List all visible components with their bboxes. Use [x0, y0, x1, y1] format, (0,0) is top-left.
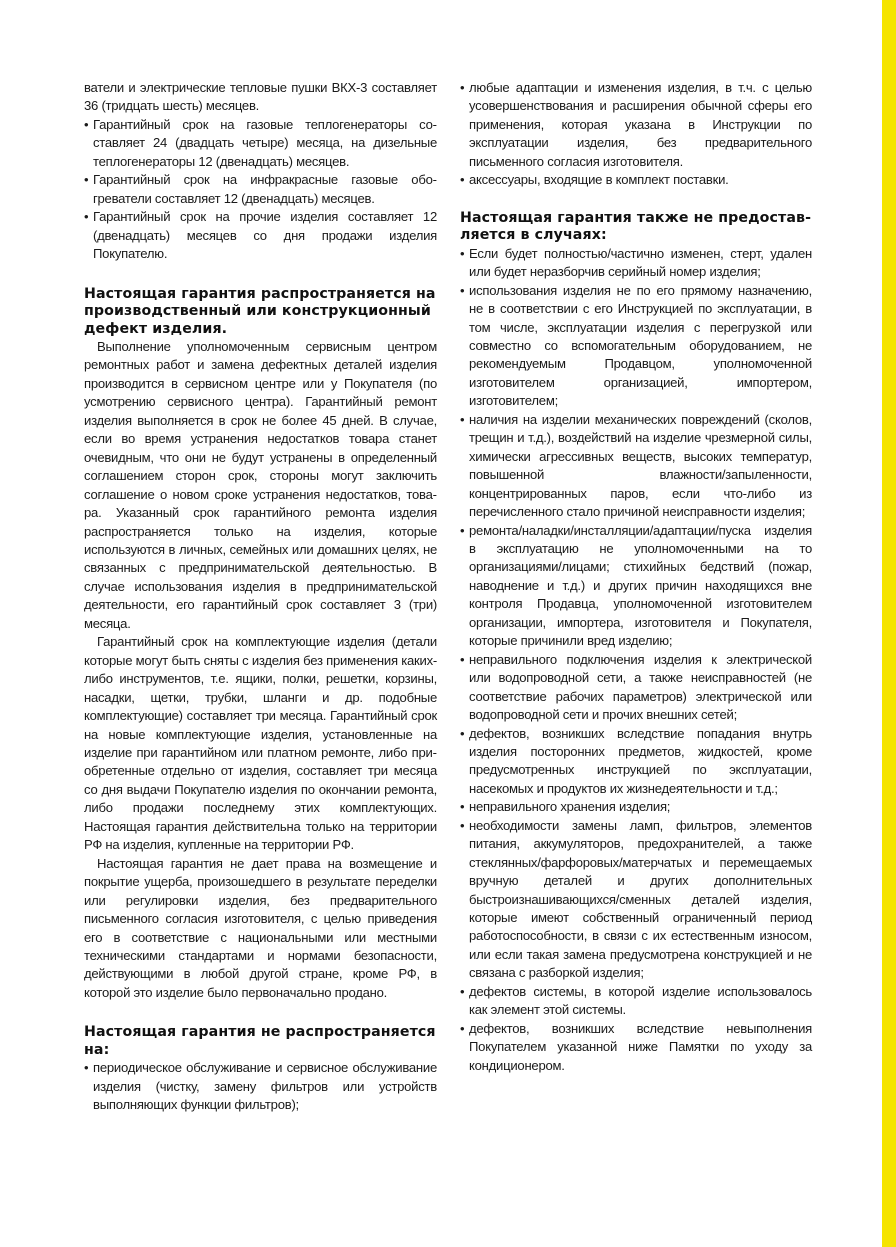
section-heading-exclusions: Настоящая гарантия не распространяется на:: [84, 1024, 436, 1058]
bullet-icon: •: [460, 817, 465, 833]
list-item: • Гарантийный срок на прочие изделия составляет 12 (двенадцать) месяцев со дня продажи изделия Покупателю.: [84, 209, 437, 262]
bullet-icon: •: [460, 282, 465, 298]
bullet-icon: •: [460, 725, 465, 741]
bullet-icon: •: [460, 522, 465, 538]
intro-continuation: ватели и электрические тепловые пушки ВКХ-3 составляет 36 (тридцать шесть) месяцев.: [84, 80, 437, 114]
bullet-icon: •: [84, 172, 89, 188]
not-provided-bullet-list: [460, 245, 812, 1075]
bullet-icon: •: [460, 245, 465, 261]
list-item: • Гарантийный срок на газовые теплогенераторы составляет 24 (двадцать четыре) месяца, на дизельные теплогенераторы 12 (двенадцать) месяцев.: [84, 116, 437, 169]
list-item: • Гарантийный срок на инфракрасные газовые обогреватели составляет 12 (двенадцать) месяцев.: [84, 172, 437, 206]
bullet-icon: •: [84, 116, 89, 132]
bullet-icon: •: [460, 172, 465, 188]
section-heading-not-provided: Настоящая гарантия также не предоставляется в случаях:: [460, 209, 812, 244]
bullet-icon: •: [84, 209, 89, 225]
bullet-icon: •: [460, 983, 465, 999]
intro-bullet-list: [84, 116, 437, 264]
right-column: [460, 79, 812, 1075]
bullet-icon: •: [84, 1060, 89, 1076]
list-item: • наличия на изделии механических повреждений (сколов, трещин и т.д.), воздействий на изделие чрезмерной силы, химически агрессивных веществ, высоких температур, повышенной влажности/запыленности, концентрированных паров, если что-либо из перечисленного стало причиной неисправности изделия;: [460, 411, 812, 520]
bullet-icon: •: [460, 1020, 465, 1036]
list-item: • неправильного хранения изделия;: [460, 798, 812, 816]
left-column: [84, 79, 437, 1115]
list-item: • периодическое обслуживание и сервисное обслуживание изделия (чистку, замену фильтров или устройств выполняющих функции фильтров);: [84, 1060, 437, 1113]
list-item: • любые адаптации и изменения изделия, в т.ч. с целью усовершенствования и расширения обычной сферы его применения, которая указана в Инструкции по эксплуатации изделия, без предварительного письменного согласия изготовителя.: [460, 80, 812, 169]
list-item: • дефектов системы, в которой изделие использовалось как элемент этой системы.: [460, 983, 812, 1018]
paragraph: Выполнение уполномоченным сервисным центром ремонтных работ и замена дефектных деталей изделия производится в сервисном центре или у Покупателя (по усмотрению сервисного центра). Гарантийный ремонт изделия выполняется в срок не более 45 дней. В случае, если во время устранения недостатков товара станет очевидным, что они не будут устранены в определенный соглашением сторон срок, стороны могут заключить соглашение о новом сроке устранения недостатков, товара. Указанный срок гарантийного ремонта изделия распространяется только на изделия, которые используются в личных, семейных или домашних целях, не связанных с предпринимательской деятельностью. В случае использования изделия в предпринимательской деятельности, его гарантийный срок составляет 3 (три) месяца.: [84, 339, 437, 631]
list-item: • аксессуары, входящие в комплект поставки.: [460, 171, 812, 189]
bullet-icon: •: [460, 80, 465, 95]
list-item: • использования изделия не по его прямому назначению, не в соответствии с его Инструкцией по эксплуатации, в том числе, эксплуатации изделия с перегрузкой или совместно со вспомогательным оборудованием, не рекомендуемым Продавцом, уполномоченной изготовителем организацией, импортером, изготовителем;: [460, 282, 812, 409]
yellow-edge-stripe: [882, 0, 896, 1247]
bullet-icon: •: [460, 799, 465, 815]
paragraph: Настоящая гарантия не дает права на возмещение и покрытие ущерба, произошедшего в результате переделки или регулировки изделия, без предварительного письменного согласия изготовителя, с целью приведения его в соответствие с национальными или местными техническими стандартами и нормами безопасности, действующими в любой другой стране, кроме РФ, в которой это изделие было первоначально продано.: [84, 855, 437, 1000]
list-item: • дефектов, возникших вследствие попадания внутрь изделия посторонних предметов, жидкостей, кроме предусмотренных инструкцией по эксплуатации, насекомых и продуктов их жизнедеятельности и т.д.;: [460, 725, 812, 796]
bullet-icon: •: [460, 411, 465, 427]
list-item: • необходимости замены ламп, фильтров, элементов питания, аккумуляторов, предохранителей, а также стеклянных/фарфоровых/матерчатых и перемещаемых вручную деталей и других дополнительных быстроизнашивающихся/сменных деталей изделия, которые имеют собственный ограниченный период работоспособности, в связи с их естественным износом, или если такая замена предусмотрена конструкцией и не связана с разборкой изделия;: [460, 817, 812, 981]
section-heading-coverage: Настоящая гарантия распространяется на производственный или конструкционный дефект изделия.: [84, 285, 436, 337]
paragraph: Гарантийный срок на комплектующие изделия (детали которые могут быть сняты с изделия без применения каких-либо инструментов, т.е. ящики, полки, решетки, корзины, насадки, щетки, трубки, шланги и др. подобные комплектующие) составляет три месяца. Гарантийный срок на новые комплектующие изделия, установленные на изделие при гарантийном или платном ремонте, либо приобретенные отдельно от изделия, составляет три месяца со дня выдачи Покупателю изделия по окончании ремонта, либо продажи последнему этих комплектующих. Настоящая гарантия действительна только на территории РФ на изделия, купленные на территории РФ.: [84, 634, 437, 853]
list-item: • дефектов, возникших вследствие невыполнения Покупателем указанной ниже Памятки по уходу за кондиционером.: [460, 1020, 812, 1073]
list-item: • Если будет полностью/частично изменен, стерт, удален или будет неразборчив серийный номер изделия;: [460, 245, 812, 280]
list-item: • неправильного подключения изделия к электрической или водопроводной сети, а также неисправностей (не соответствие рабочих параметров) электрической или водопроводной сети и прочих внешних сетей;: [460, 651, 812, 723]
list-item: • ремонта/наладки/инсталляции/адаптации/пуска изделия в эксплуатацию не уполномоченными на то организациями/лицами; стихийных бедствий (пожар, наводнение и т.д.) и других причин находящихся вне контроля Продавца, уполномоченной изготовителем организации, импортера, изготовителя и Покупателя, которые причинили вред изделию;: [460, 522, 812, 649]
bullet-icon: •: [460, 651, 465, 667]
